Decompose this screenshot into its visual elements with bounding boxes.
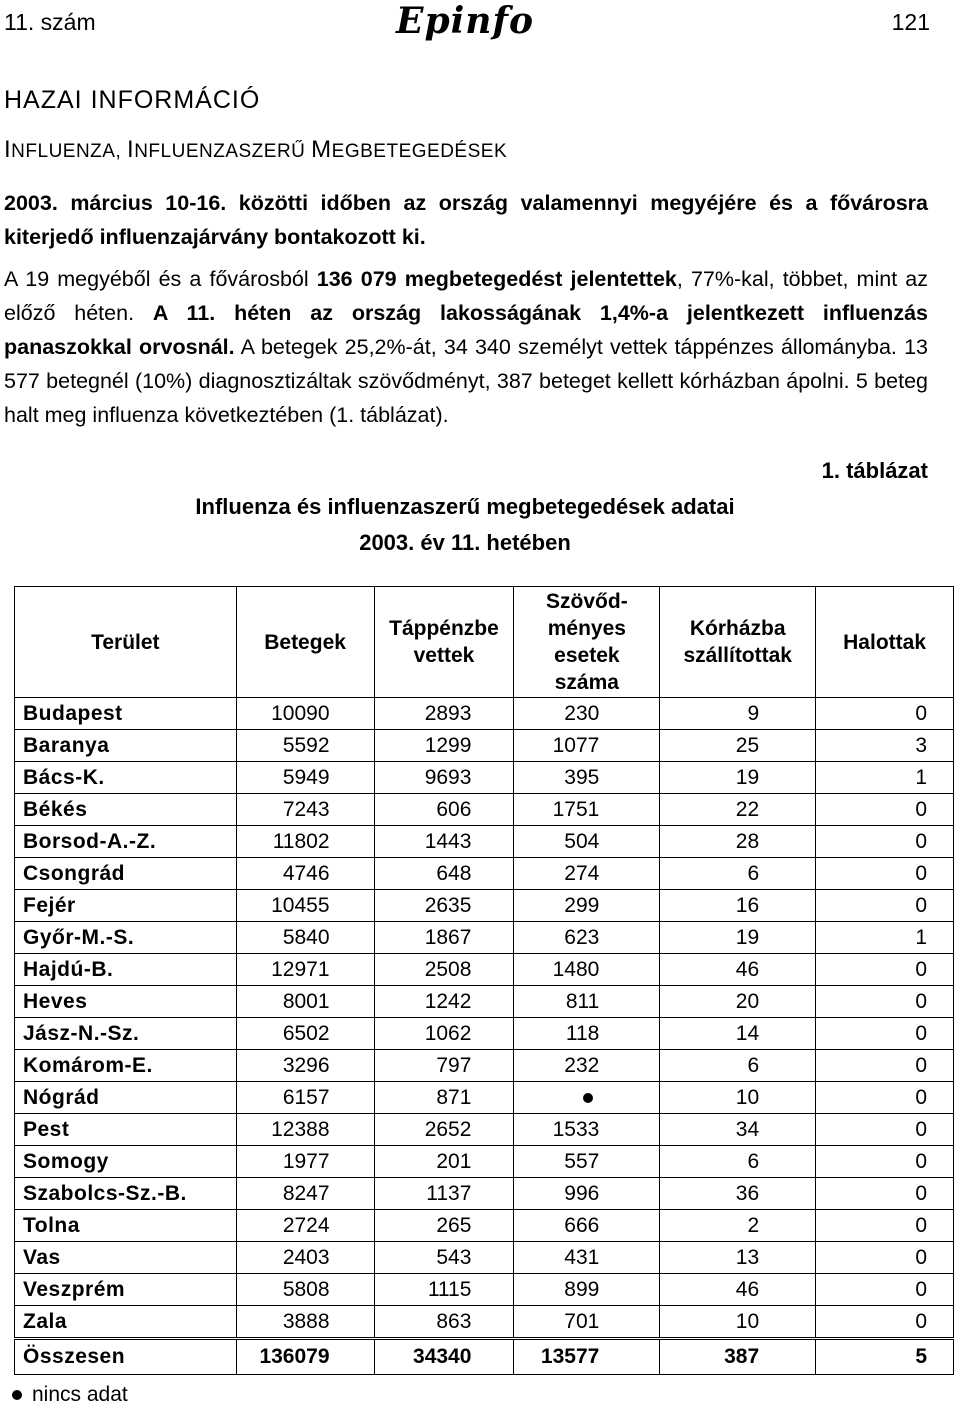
cell-patients: 3888 xyxy=(236,1306,374,1339)
cell-sick-leave: 9693 xyxy=(374,762,514,794)
cell-deaths: 0 xyxy=(816,954,954,986)
cell-hospitalized: 22 xyxy=(660,794,816,826)
cell-hospitalized: 25 xyxy=(660,730,816,762)
cell-sick-leave: 2652 xyxy=(374,1114,514,1146)
cell-hospitalized: 20 xyxy=(660,986,816,1018)
cell-region: Tolna xyxy=(15,1210,237,1242)
cell-complications: 118 xyxy=(514,1018,660,1050)
cell-complications: 504 xyxy=(514,826,660,858)
cell-sick-leave: 1443 xyxy=(374,826,514,858)
intro-paragraph: 2003. március 10-16. közötti időben az ország valamennyi megyéjére és a fővárosra kiterjedő influenzajárvány bontakozott ki. xyxy=(4,191,928,249)
cell-deaths: 1 xyxy=(816,762,954,794)
total-cell-complications: 13577 xyxy=(514,1339,660,1375)
cell-complications: 899 xyxy=(514,1274,660,1306)
cell-sick-leave: 606 xyxy=(374,794,514,826)
cell-complications: 557 xyxy=(514,1146,660,1178)
cell-region: Pest xyxy=(15,1114,237,1146)
cell-region: Veszprém xyxy=(15,1274,237,1306)
total-cell-patients: 136079 xyxy=(236,1339,374,1375)
cell-sick-leave: 1867 xyxy=(374,922,514,954)
cell-hospitalized: 19 xyxy=(660,922,816,954)
table-row xyxy=(15,1178,954,1210)
cell-patients: 5808 xyxy=(236,1274,374,1306)
cell-hospitalized: 9 xyxy=(660,698,816,730)
table-total-row xyxy=(15,1339,954,1375)
cell-region: Heves xyxy=(15,986,237,1018)
table-row xyxy=(15,1018,954,1050)
table-row xyxy=(15,1146,954,1178)
total-cell-hospitalized: 387 xyxy=(660,1339,816,1375)
issue-number: 11. szám xyxy=(4,9,96,35)
cell-hospitalized: 19 xyxy=(660,762,816,794)
table-row xyxy=(15,954,954,986)
cell-complications: 299 xyxy=(514,890,660,922)
cell-complications: 623 xyxy=(514,922,660,954)
cell-region: Csongrád xyxy=(15,858,237,890)
cell-sick-leave: 797 xyxy=(374,1050,514,1082)
cell-region: Hajdú-B. xyxy=(15,954,237,986)
cell-patients: 6157 xyxy=(236,1082,374,1114)
epinfo-logo: Epinfo xyxy=(396,0,534,42)
table-row xyxy=(15,730,954,762)
cell-sick-leave: 543 xyxy=(374,1242,514,1274)
table-row xyxy=(15,858,954,890)
cell-deaths: 0 xyxy=(816,698,954,730)
cell-complications: 811 xyxy=(514,986,660,1018)
cell-sick-leave: 2635 xyxy=(374,890,514,922)
cell-sick-leave: 1115 xyxy=(374,1274,514,1306)
cell-sick-leave: 2893 xyxy=(374,698,514,730)
cell-patients: 5840 xyxy=(236,922,374,954)
cell-hospitalized: 10 xyxy=(660,1306,816,1339)
cell-patients: 7243 xyxy=(236,794,374,826)
cell-hospitalized: 6 xyxy=(660,1050,816,1082)
table-row xyxy=(15,794,954,826)
cell-complications: 1751 xyxy=(514,794,660,826)
cell-deaths: 0 xyxy=(816,1242,954,1274)
cell-deaths: 0 xyxy=(816,858,954,890)
cell-patients: 8001 xyxy=(236,986,374,1018)
cell-sick-leave: 1137 xyxy=(374,1178,514,1210)
cell-region: Somogy xyxy=(15,1146,237,1178)
cell-complications: 274 xyxy=(514,858,660,890)
table-row xyxy=(15,1082,954,1114)
cell-deaths: 0 xyxy=(816,890,954,922)
cell-complications: 701 xyxy=(514,1306,660,1339)
table-row xyxy=(15,986,954,1018)
cell-patients: 4746 xyxy=(236,858,374,890)
page-number: 121 xyxy=(891,9,930,35)
table-row xyxy=(15,826,954,858)
cell-complications: 230 xyxy=(514,698,660,730)
cell-deaths: 0 xyxy=(816,1050,954,1082)
total-cell-deaths: 5 xyxy=(816,1339,954,1375)
cell-sick-leave: 201 xyxy=(374,1146,514,1178)
influenza-table xyxy=(14,586,954,1375)
cell-complications xyxy=(514,1082,660,1114)
cell-deaths: 0 xyxy=(816,826,954,858)
table-row xyxy=(15,1114,954,1146)
cell-deaths: 0 xyxy=(816,1082,954,1114)
col-header-betegek: Betegek xyxy=(236,587,374,698)
cell-patients: 2724 xyxy=(236,1210,374,1242)
cell-region: Budapest xyxy=(15,698,237,730)
cell-hospitalized: 36 xyxy=(660,1178,816,1210)
table-body xyxy=(15,698,954,1375)
footnote: nincs adat xyxy=(12,1383,128,1407)
cell-sick-leave: 863 xyxy=(374,1306,514,1339)
cell-patients: 5592 xyxy=(236,730,374,762)
cell-deaths: 0 xyxy=(816,1306,954,1339)
table-row xyxy=(15,698,954,730)
table-title: Influenza és influenzaszerű megbetegedések adatai xyxy=(195,494,735,519)
bullet-icon xyxy=(12,1390,22,1400)
cell-hospitalized: 46 xyxy=(660,1274,816,1306)
cell-deaths: 0 xyxy=(816,986,954,1018)
cell-sick-leave: 1299 xyxy=(374,730,514,762)
table-label: 1. táblázat xyxy=(821,458,928,483)
table-row xyxy=(15,1050,954,1082)
cell-patients: 1977 xyxy=(236,1146,374,1178)
cell-hospitalized: 10 xyxy=(660,1082,816,1114)
col-header-halottak: Halottak xyxy=(816,587,954,698)
cell-patients: 5949 xyxy=(236,762,374,794)
cell-sick-leave: 1062 xyxy=(374,1018,514,1050)
cell-region: Szabolcs-Sz.-B. xyxy=(15,1178,237,1210)
table-row xyxy=(15,1306,954,1339)
cell-patients: 12388 xyxy=(236,1114,374,1146)
cell-region: Zala xyxy=(15,1306,237,1339)
cell-deaths: 0 xyxy=(816,1274,954,1306)
cell-sick-leave: 648 xyxy=(374,858,514,890)
cell-region: Komárom-E. xyxy=(15,1050,237,1082)
table-row xyxy=(15,1274,954,1306)
cell-deaths: 0 xyxy=(816,794,954,826)
cell-region: Vas xyxy=(15,1242,237,1274)
table-row xyxy=(15,762,954,794)
cell-patients: 6502 xyxy=(236,1018,374,1050)
total-cell-region: Összesen xyxy=(15,1339,237,1375)
cell-patients: 8247 xyxy=(236,1178,374,1210)
cell-complications: 431 xyxy=(514,1242,660,1274)
cell-complications: 395 xyxy=(514,762,660,794)
cell-patients: 2403 xyxy=(236,1242,374,1274)
cell-region: Bács-K. xyxy=(15,762,237,794)
table-row xyxy=(15,1242,954,1274)
cell-deaths: 3 xyxy=(816,730,954,762)
cell-hospitalized: 16 xyxy=(660,890,816,922)
cell-complications: 666 xyxy=(514,1210,660,1242)
summary-paragraph: A 19 megyéből és a fővárosból 136 079 megbetegedést jelentettek, 77%-kal, többet, mint az előző héten. A 11. héten az ország lakosságának 1,4%-a jelentkezett influenzás panaszokkal orvosnál. A betegek 25,2%-át, 34 340 személyt vettek táppénzes állományba. 13 577 betegnél (10%) diagnosztizáltak szövődményt, 387 beteget kellett kórházban ápolni. 5 beteg halt meg influenza következtében (1. táblázat). xyxy=(4,267,928,427)
cell-deaths: 0 xyxy=(816,1018,954,1050)
cell-hospitalized: 6 xyxy=(660,858,816,890)
cell-deaths: 0 xyxy=(816,1114,954,1146)
cell-deaths: 0 xyxy=(816,1210,954,1242)
col-header-tappenz: Táppénzbe vettek xyxy=(374,587,514,698)
cell-region: Baranya xyxy=(15,730,237,762)
table-row xyxy=(15,1210,954,1242)
cell-deaths: 0 xyxy=(816,1146,954,1178)
cell-sick-leave: 871 xyxy=(374,1082,514,1114)
cell-region: Békés xyxy=(15,794,237,826)
cell-hospitalized: 13 xyxy=(660,1242,816,1274)
section-title: HAZAI INFORMÁCIÓ xyxy=(4,86,261,114)
cell-hospitalized: 6 xyxy=(660,1146,816,1178)
cell-hospitalized: 2 xyxy=(660,1210,816,1242)
cell-sick-leave: 265 xyxy=(374,1210,514,1242)
table-row xyxy=(15,890,954,922)
page-header xyxy=(0,0,960,44)
total-cell-sick-leave: 34340 xyxy=(374,1339,514,1375)
cell-region: Nógrád xyxy=(15,1082,237,1114)
subsection-title: INFLUENZA, INFLUENZASZERŰ MEGBETEGEDÉSEK xyxy=(4,136,508,163)
cell-sick-leave: 1242 xyxy=(374,986,514,1018)
cell-complications: 1077 xyxy=(514,730,660,762)
cell-hospitalized: 14 xyxy=(660,1018,816,1050)
cell-region: Győr-M.-S. xyxy=(15,922,237,954)
cell-patients: 3296 xyxy=(236,1050,374,1082)
cell-region: Borsod-A.-Z. xyxy=(15,826,237,858)
cell-patients: 10455 xyxy=(236,890,374,922)
cell-sick-leave: 2508 xyxy=(374,954,514,986)
cell-deaths: 1 xyxy=(816,922,954,954)
cell-hospitalized: 34 xyxy=(660,1114,816,1146)
cell-hospitalized: 28 xyxy=(660,826,816,858)
cell-complications: 1533 xyxy=(514,1114,660,1146)
col-header-terulet: Terület xyxy=(15,587,237,698)
col-header-szovodmenyes: Szövőd- ményes esetek száma xyxy=(514,587,660,698)
col-header-korhaz: Kórházba szállítottak xyxy=(660,587,816,698)
cell-complications: 996 xyxy=(514,1178,660,1210)
cell-hospitalized: 46 xyxy=(660,954,816,986)
cell-patients: 10090 xyxy=(236,698,374,730)
table-subtitle: 2003. év 11. hetében xyxy=(359,530,571,555)
cell-complications: 232 xyxy=(514,1050,660,1082)
cell-region: Fejér xyxy=(15,890,237,922)
cell-patients: 11802 xyxy=(236,826,374,858)
no-data-bullet-icon xyxy=(583,1093,593,1103)
cell-patients: 12971 xyxy=(236,954,374,986)
table-header-row xyxy=(15,587,954,698)
cell-region: Jász-N.-Sz. xyxy=(15,1018,237,1050)
table-row xyxy=(15,922,954,954)
cell-complications: 1480 xyxy=(514,954,660,986)
cell-deaths: 0 xyxy=(816,1178,954,1210)
